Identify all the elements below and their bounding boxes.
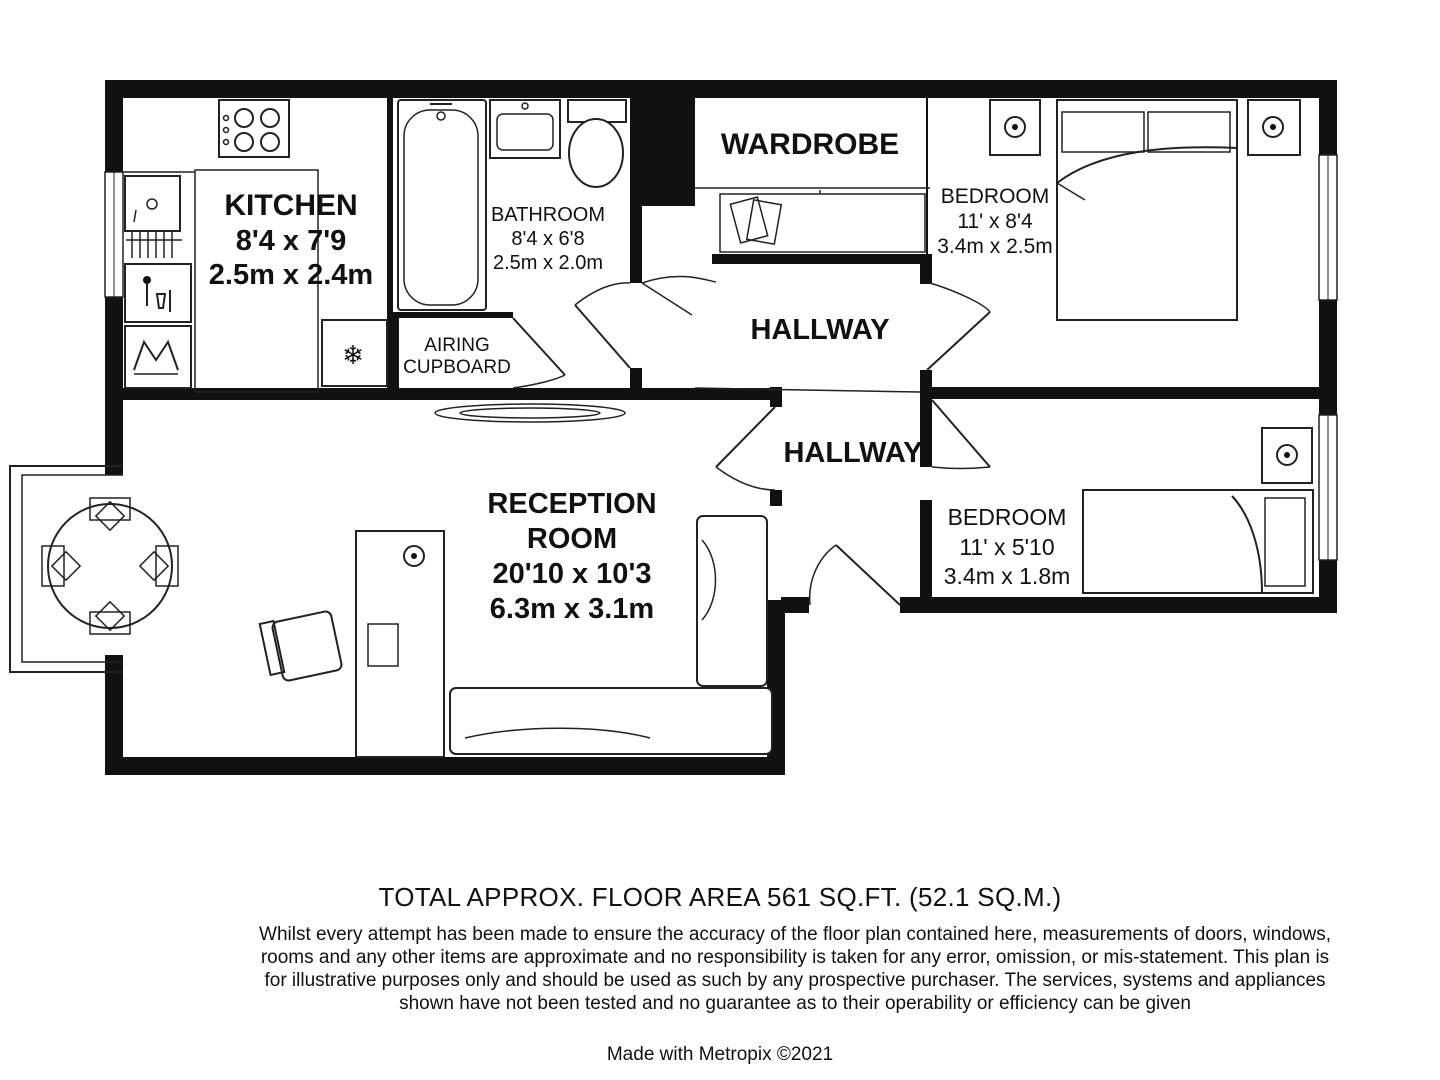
room-label-bedroom-1 [937,185,1053,258]
svg-text:BEDROOM: BEDROOM [947,504,1067,530]
dining-table-icon [42,498,178,634]
room-label-wardrobe: WARDROBE [720,128,900,161]
metropix-credit: Made with Metropix ©2021 [606,1044,834,1065]
room-label-kitchen [209,189,373,291]
svg-text:ROOM: ROOM [526,523,618,555]
svg-text:RECEPTION: RECEPTION [487,488,657,520]
disclaimer-text: Whilst every attempt has been made to ensure the accuracy of the floor plan contained here, measurements of doors, windows, rooms and any other items are approximate and no responsibility is taken for any error, omission, or mis-statement. This plan is for illustrative purposes only and should be used as such by any prospective purchaser. The services, systems and appliances shown have not been tested and no guarantee as to their operability or efficiency can be given [259,924,1331,1014]
svg-text:2.5m x 2.4m: 2.5m x 2.4m [208,259,374,291]
svg-text:KITCHEN: KITCHEN [224,189,358,222]
room-label-hallway-upper: HALLWAY [750,314,890,346]
svg-text:❄: ❄ [342,340,364,370]
svg-text:3.4m x 1.8m: 3.4m x 1.8m [943,563,1071,589]
desk-chair-icon [260,610,343,681]
room-label-bedroom-2 [944,504,1071,589]
svg-text:11' x 8'4: 11' x 8'4 [957,210,1033,233]
total-floor-area: TOTAL APPROX. FLOOR AREA 561 SQ.FT. (52.1 SQ.M.) [378,882,1062,912]
svg-text:2.5m x 2.0m: 2.5m x 2.0m [492,252,604,274]
svg-text:3.4m x 2.5m: 3.4m x 2.5m [937,235,1053,258]
room-label-bathroom [491,204,605,274]
svg-text:BATHROOM: BATHROOM [490,204,606,226]
single-bed-icon [1083,428,1313,593]
svg-text:11' x 5'10: 11' x 5'10 [959,534,1055,560]
svg-text:8'4 x 6'8: 8'4 x 6'8 [511,228,585,250]
room-label-reception [487,488,656,625]
svg-text:8'4 x 7'9: 8'4 x 7'9 [235,225,347,257]
svg-text:6.3m x 3.1m: 6.3m x 3.1m [489,593,655,625]
room-label-airing-cupboard [403,335,511,378]
room-label-hallway-lower: HALLWAY [783,437,923,469]
double-bed-icon [990,100,1300,320]
svg-text:AIRING: AIRING [424,335,490,356]
svg-text:CUPBOARD: CUPBOARD [403,357,511,378]
wardrobe-unit [695,188,930,252]
svg-text:20'10 x 10'3: 20'10 x 10'3 [492,558,652,590]
svg-text:BEDROOM: BEDROOM [940,185,1050,208]
